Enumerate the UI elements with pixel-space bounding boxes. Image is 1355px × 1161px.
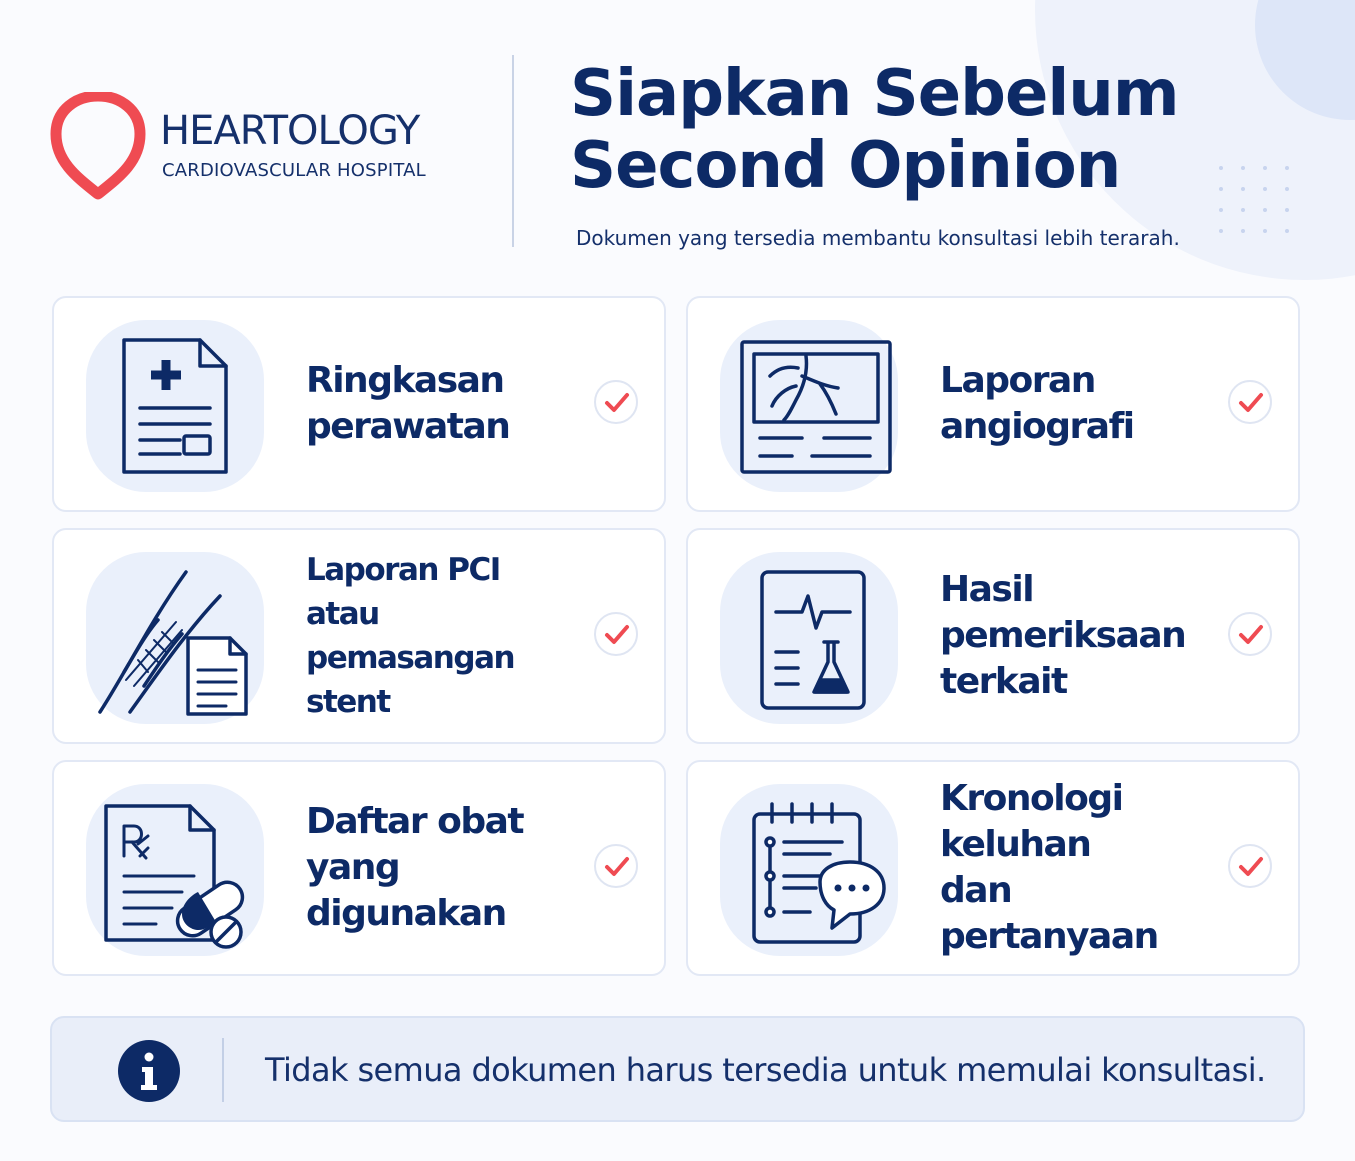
page-title — [570, 58, 1179, 202]
checklist-label: Ringkasan perawatan — [306, 360, 510, 447]
check-icon — [594, 844, 638, 888]
header-divider — [512, 55, 514, 247]
checklist-label: Laporan PCI atau pemasangan stent — [306, 552, 515, 720]
info-icon — [118, 1040, 180, 1102]
check-icon — [1228, 612, 1272, 656]
checklist-card-obat — [52, 760, 666, 976]
heart-logo-icon — [50, 92, 146, 200]
title-line-2: Second Opinion — [570, 129, 1121, 203]
check-icon — [1228, 380, 1272, 424]
brand-subtitle: CARDIOVASCULAR HOSPITAL — [162, 160, 426, 181]
checklist-label: Hasil pemeriksaan terkait — [940, 569, 1186, 702]
checklist-card-pci — [52, 528, 666, 744]
checklist-label: Kronologi keluhan dan pertanyaan — [940, 778, 1158, 957]
brand-name: HEARTOLOGY — [160, 108, 420, 154]
checklist-card-hasil — [686, 528, 1300, 744]
checklist-card-ringkasan — [52, 296, 666, 512]
check-icon — [594, 380, 638, 424]
page-subtitle: Dokumen yang tersedia membantu konsultasi lebih terarah. — [576, 226, 1180, 250]
prescription-icon — [86, 784, 264, 956]
check-icon — [1228, 844, 1272, 888]
check-icon — [594, 612, 638, 656]
notes-chat-icon — [720, 784, 898, 956]
dot-grid-decoration — [1219, 166, 1295, 236]
angiography-report-icon — [720, 320, 898, 492]
checklist-card-kronologi — [686, 760, 1300, 976]
info-note — [50, 1016, 1305, 1122]
checklist-label: Laporan angiografi — [940, 360, 1134, 447]
medical-document-icon — [86, 320, 264, 492]
lab-results-icon — [720, 552, 898, 724]
note-text: Tidak semua dokumen harus tersedia untuk memulai konsultasi. — [265, 1051, 1266, 1089]
title-line-1: Siapkan Sebelum — [570, 57, 1179, 131]
note-divider — [222, 1038, 224, 1102]
checklist-card-angiografi — [686, 296, 1300, 512]
checklist-label: Daftar obat yang digunakan — [306, 801, 524, 934]
stent-report-icon — [86, 552, 264, 724]
